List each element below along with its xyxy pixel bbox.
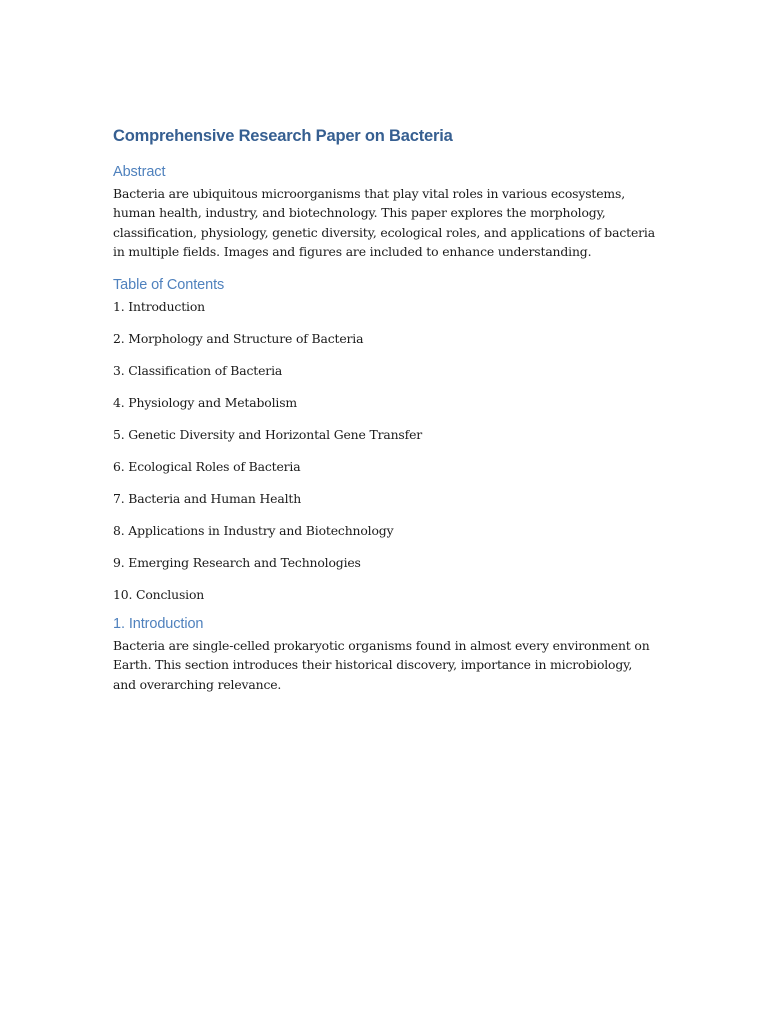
toc-item: 1. Introduction (113, 299, 205, 315)
toc-heading: Table of Contents (113, 277, 225, 294)
toc-item: 3. Classification of Bacteria (113, 363, 283, 379)
toc-item: 6. Ecological Roles of Bacteria (113, 459, 301, 475)
document-title: Comprehensive Research Paper on Bacteria (113, 127, 453, 145)
introduction-heading: 1. Introduction (113, 616, 204, 633)
toc-item: 7. Bacteria and Human Health (113, 491, 302, 507)
document-content (113, 124, 658, 694)
abstract-heading: Abstract (113, 164, 166, 180)
introduction-paragraph: Bacteria are single-celled prokaryotic organisms found in almost every environment on Earth. This section introduces their historical discovery, importance in microbiology, and overarching relevance. (113, 638, 650, 692)
toc-item: 10. Conclusion (113, 587, 205, 603)
table-of-contents (113, 297, 658, 617)
toc-item: 2. Morphology and Structure of Bacteria (113, 331, 364, 347)
toc-item: 5. Genetic Diversity and Horizontal Gene Transfer (113, 427, 423, 443)
abstract-paragraph: Bacteria are ubiquitous microorganisms that play vital roles in various ecosystems, human health, industry, and biotechnology. This paper explores the morphology, classification, physiology, genetic diversity, ecological roles, and applications of bacteria in multiple fields. Images and figures are included to enhance understanding. (113, 186, 655, 259)
toc-item: 9. Emerging Research and Technologies (113, 555, 361, 571)
toc-item: 4. Physiology and Metabolism (113, 395, 298, 411)
toc-item: 8. Applications in Industry and Biotechnology (113, 523, 394, 539)
